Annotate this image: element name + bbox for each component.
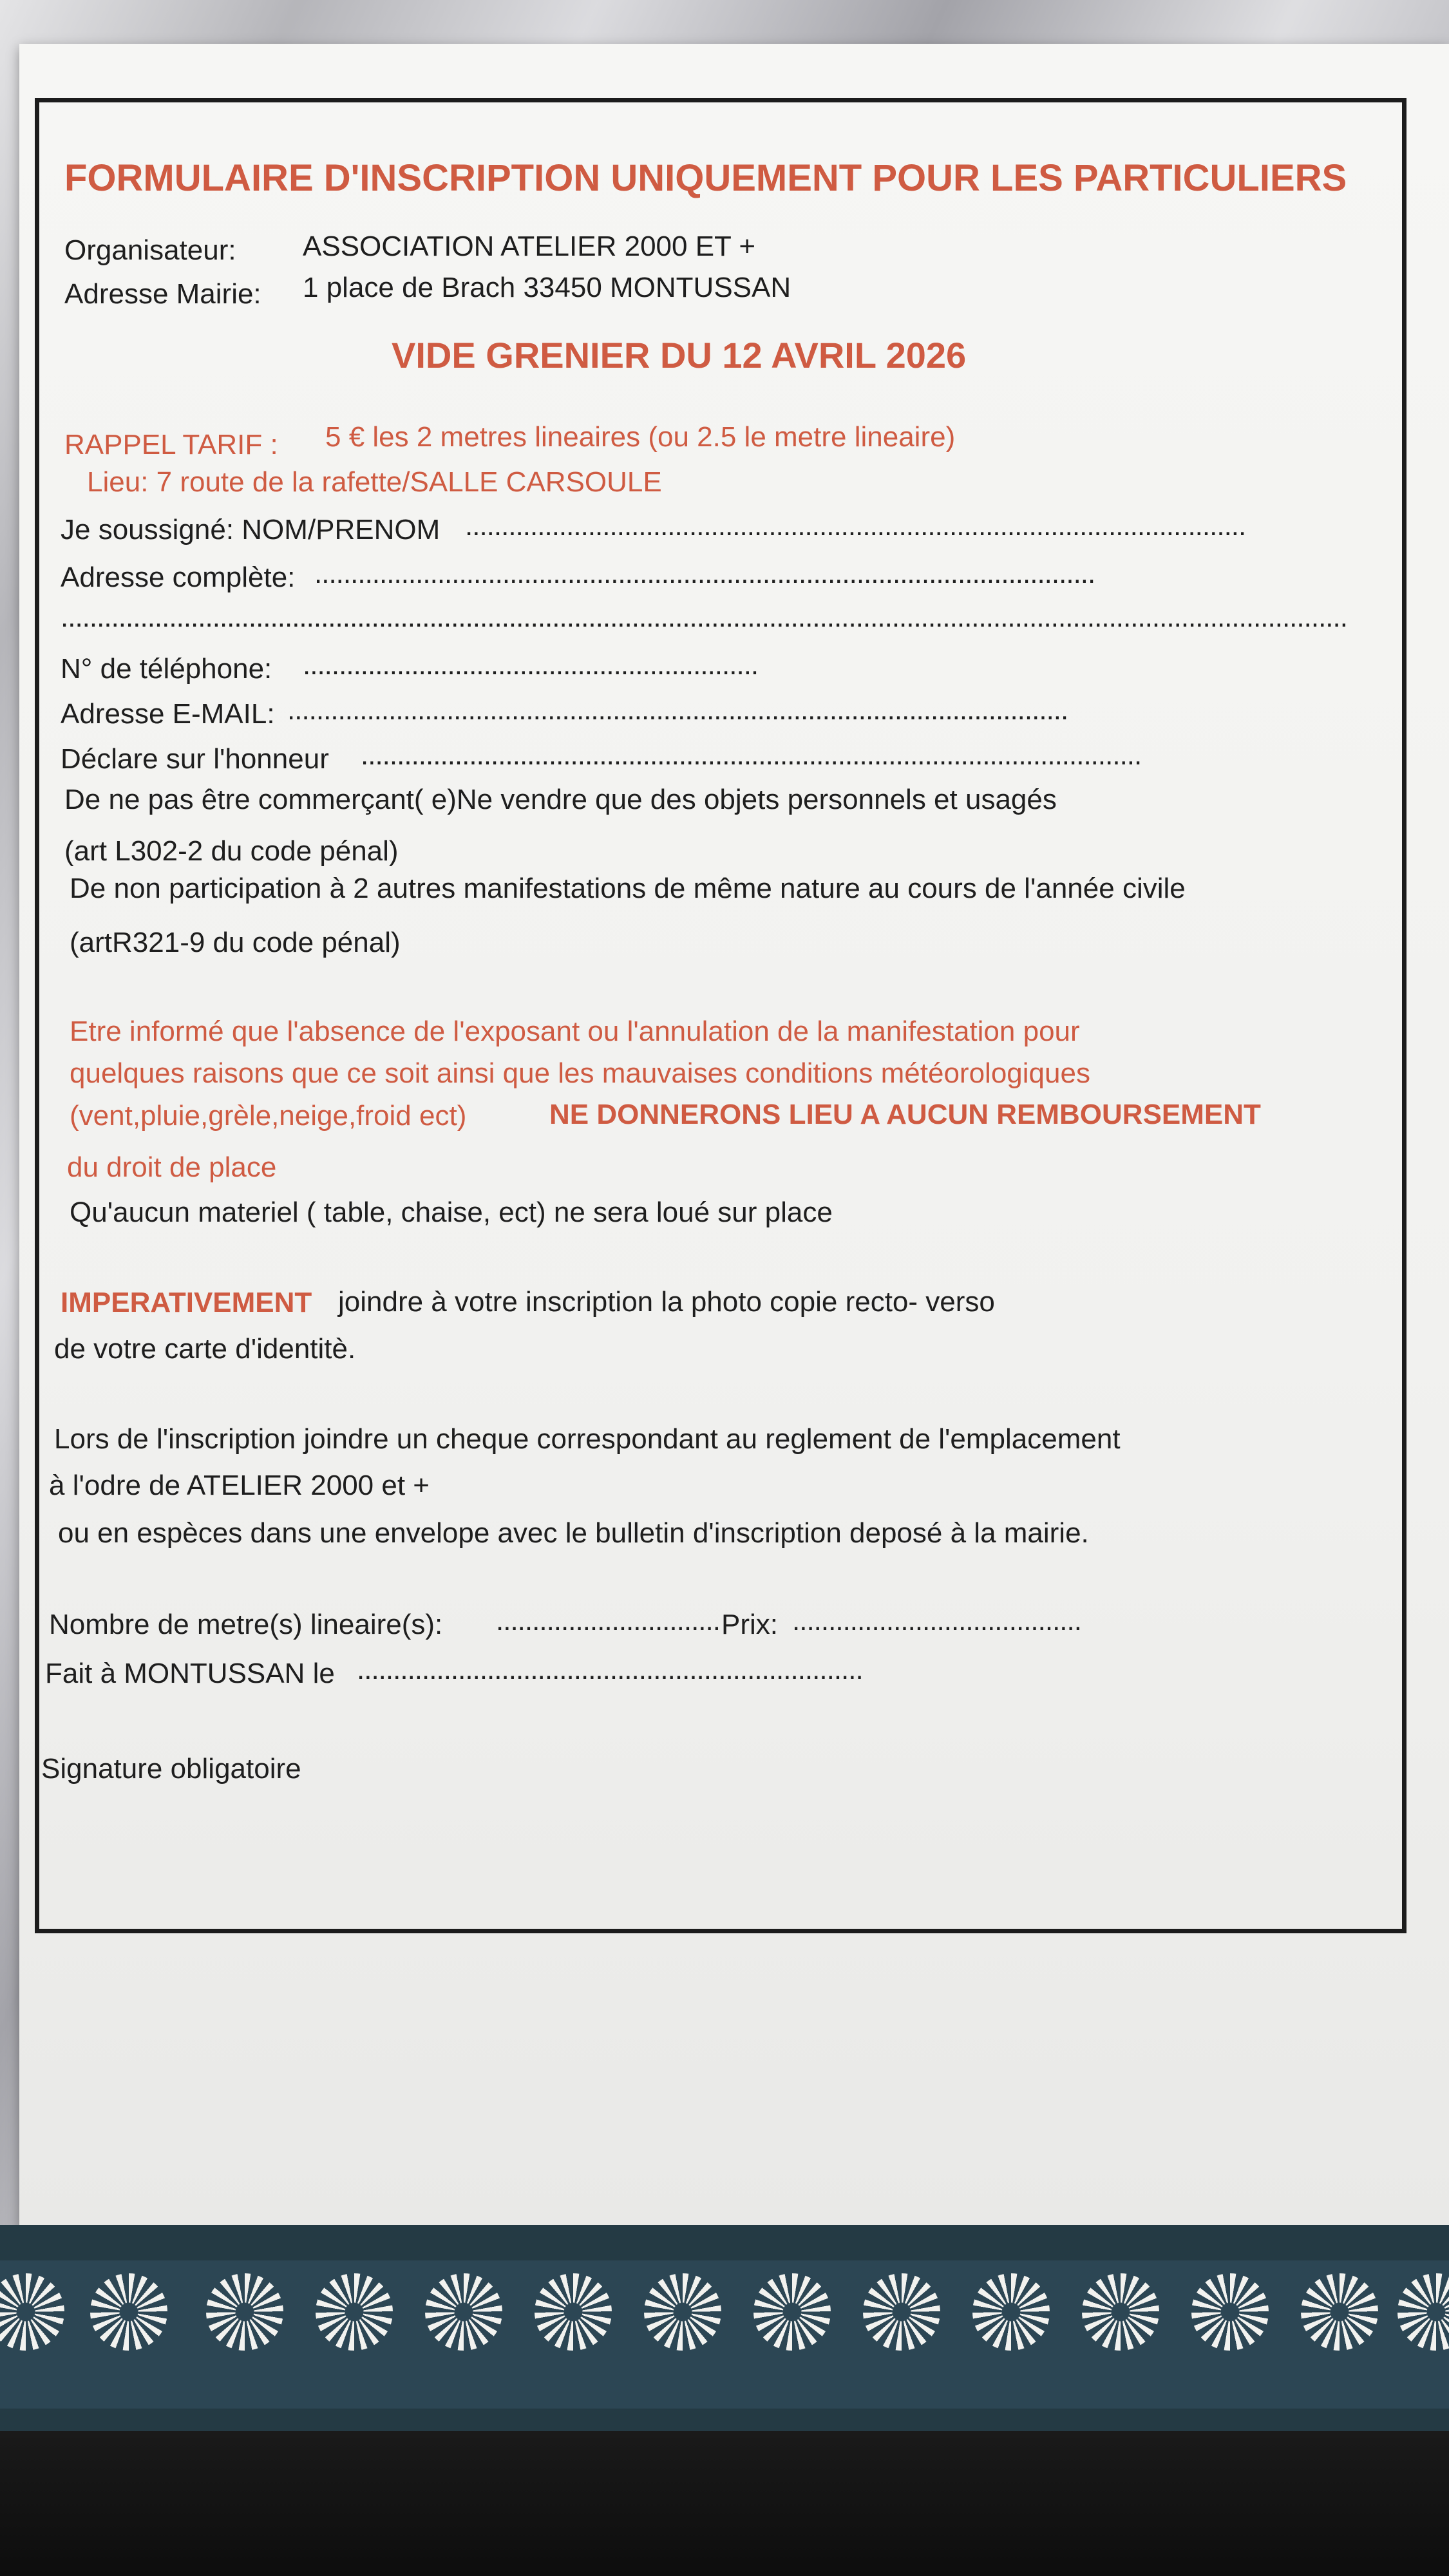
telephone-label: N° de téléphone: — [61, 653, 272, 685]
imperatif-line-2: de votre carte d'identitè. — [54, 1333, 356, 1365]
nom-dotted-line[interactable]: ............................................................................................................ — [465, 510, 1246, 542]
event-title: VIDE GRENIER DU 12 AVRIL 2026 — [392, 335, 967, 375]
signature-label: Signature obligatoire — [41, 1753, 301, 1785]
info-line-4: du droit de place — [67, 1151, 277, 1183]
info-line-1: Etre informé que l'absence de l'exposant ou l'annulation de la manifestation pour — [70, 1016, 1080, 1047]
info-line-3b: NE DONNERONS LIEU A AUCUN REMBOURSEMENT — [549, 1099, 1261, 1130]
daisy-icon — [206, 2273, 283, 2351]
declaration-1-reference: (art L302-2 du code pénal) — [64, 835, 399, 867]
daisy-icon — [425, 2273, 502, 2351]
daisy-icon — [1191, 2273, 1269, 2351]
daisy-icon — [1082, 2273, 1159, 2351]
daisy-icon — [1301, 2273, 1378, 2351]
adresse-mairie-value: 1 place de Brach 33450 MONTUSSAN — [303, 272, 791, 303]
info-line-3a: (vent,pluie,grèle,neige,froid ect) — [70, 1100, 467, 1132]
adresse-dotted-line[interactable]: ............................................................................................................ — [314, 558, 1095, 589]
daisy-icon — [644, 2273, 721, 2351]
imperatif-word: IMPERATIVEMENT — [61, 1287, 312, 1318]
cheque-line-2: à l'odre de ATELIER 2000 et + — [49, 1470, 430, 1501]
metres-label: Nombre de metre(s) lineaire(s): — [49, 1609, 443, 1640]
form-title: FORMULAIRE D'INSCRIPTION UNIQUEMENT POUR LES PARTICULIERS — [64, 157, 1347, 199]
rappel-tarif-label: RAPPEL TARIF : — [64, 429, 278, 460]
metres-dotted-line[interactable]: ............................... — [496, 1605, 720, 1636]
adresse-mairie-label: Adresse Mairie: — [64, 278, 261, 310]
daisy-icon — [972, 2273, 1050, 2351]
imperatif-rest: joindre à votre inscription la photo copie recto- verso — [338, 1286, 995, 1318]
lieu-text: Lieu: 7 route de la rafette/SALLE CARSOULE — [87, 466, 662, 498]
email-label: Adresse E-MAIL: — [61, 698, 275, 730]
organisateur-value: ASSOCIATION ATELIER 2000 ET + — [303, 231, 756, 262]
nom-label: Je soussigné: NOM/PRENOM — [61, 514, 440, 545]
declaration-1: De ne pas être commerçant( e)Ne vendre que des objets personnels et usagés — [64, 784, 1057, 815]
daisy-icon — [863, 2273, 940, 2351]
organisateur-label: Organisateur: — [64, 234, 236, 266]
declare-label: Déclare sur l'honneur — [61, 743, 329, 775]
dark-floor — [0, 2431, 1449, 2576]
declaration-2: De non participation à 2 autres manifestations de même nature au cours de l'année civile — [70, 873, 1186, 904]
fait-dotted-line[interactable]: ...................................................................... — [357, 1654, 863, 1685]
prix-label: Prix: — [721, 1609, 778, 1640]
daisy-ribbon — [0, 2260, 1449, 2409]
adresse-second-dotted-line[interactable]: .................................................................................................................................................................................. — [61, 601, 1347, 633]
rappel-tarif-value: 5 € les 2 metres lineaires (ou 2.5 le metre lineaire) — [325, 421, 956, 453]
daisy-icon — [0, 2273, 64, 2351]
prix-dotted-line[interactable]: ........................................ — [792, 1605, 1081, 1636]
daisy-icon — [753, 2273, 831, 2351]
daisy-icon — [90, 2273, 167, 2351]
cheque-line-1: Lors de l'inscription joindre un cheque correspondant au reglement de l'emplacement — [54, 1423, 1121, 1455]
adresse-label: Adresse complète: — [61, 562, 296, 593]
telephone-dotted-line[interactable]: ............................................................... — [303, 649, 759, 681]
fait-label: Fait à MONTUSSAN le — [45, 1658, 335, 1689]
materiel-text: Qu'aucun materiel ( table, chaise, ect) ne sera loué sur place — [70, 1197, 833, 1228]
email-dotted-line[interactable]: ............................................................................................................ — [287, 694, 1068, 726]
cheque-line-3: ou en espèces dans une envelope avec le bulletin d'inscription deposé à la mairie. — [58, 1517, 1089, 1549]
info-line-2: quelques raisons que ce soit ainsi que les mauvaises conditions météorologiques — [70, 1057, 1090, 1089]
declaration-2-reference: (artR321-9 du code pénal) — [70, 927, 401, 958]
declare-dotted-line[interactable]: ............................................................................................................ — [361, 739, 1142, 771]
daisy-icon — [316, 2273, 393, 2351]
daisy-icon — [1397, 2273, 1449, 2351]
daisy-icon — [535, 2273, 612, 2351]
